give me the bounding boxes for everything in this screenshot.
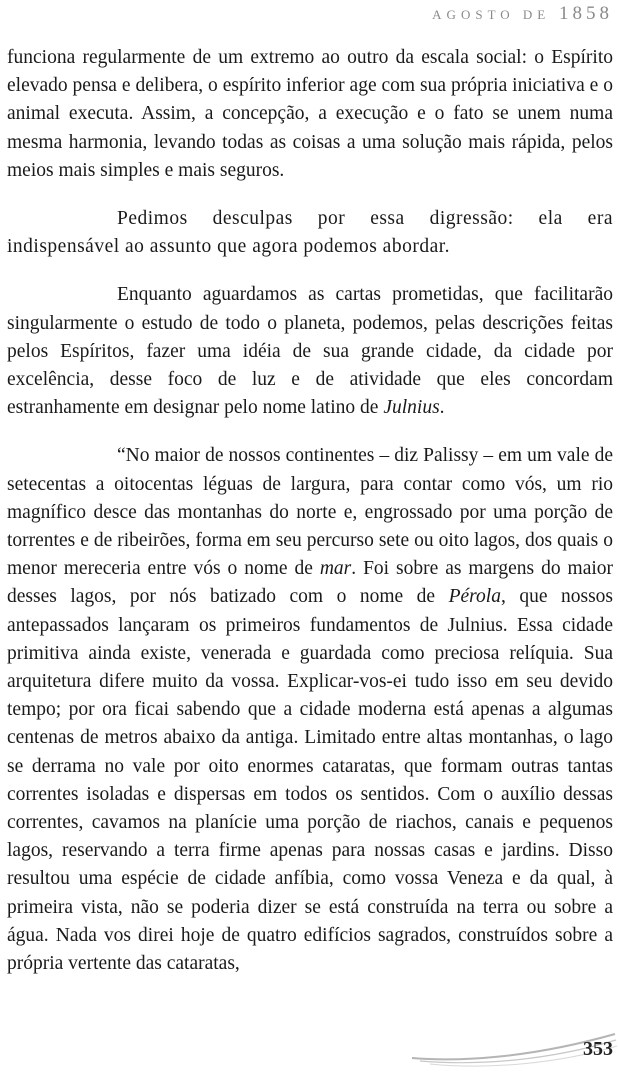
page-footer [410,1028,619,1073]
running-header [432,3,613,25]
paragraph-4-text-a: “No maior de nossos continentes – diz Palissy – em um vale de setecentas a oitocentas léguas de largura, para contar como vós, um rio magnífico desce das montanhas do norte e, engrossado por uma porção de torrentes e de ribeirões, forma em seu percurso sete ou oito lagos, dos quais o menor mereceria entre vós o nome de [7,445,613,580]
header-year: 1858 [559,3,613,24]
paragraph-4 [7,442,613,978]
paragraph-2 [7,205,613,261]
header-month: AGOSTO DE [432,7,551,22]
paragraph-4-text-b: . Foi sobre as margens do maior desses lagos, por nós batizado com o nome de [7,558,614,608]
body-text [7,44,613,998]
paragraph-2-text: Pedimos desculpas por essa digressão: ela era indispensável ao assunto que agora podemos abordar. [7,208,613,258]
paragraph-4-text-c: , que nossos antepassados lançaram os primeiros fundamentos de Julnius. Essa cidade primitiva ainda existe, venerada e guardada como preciosa relíquia. Sua arquitetura difere muito da vossa. Explicar-vos-ei tudo isso em seu devido tempo; por ora ficai sabendo que a cidade moderna está apenas a algumas centenas de metros abaixo da antiga. Limitado entre altas montanhas, o lago se derrama no vale por oito enormes cataratas, que formam outras tantas correntes isoladas e dispersas em todos os sentidos. Com o auxílio dessas correntes, cavamos na planície uma porção de riachos, canais e pequenos lagos, reservando a terra firme apenas para nossas casas e jardins. Disso resultou uma espécie de cidade anfíbia, como vossa Veneza e da qual, à primeira vista, não se poderia dizer se está construída na terra ou sobre a água. Nada vos direi hoje de quatro edifícios sagrados, construídos sobre a própria vertente das cataratas, [7,586,614,975]
paragraph-4-italic-mar: mar [319,558,352,580]
paragraph-3-text: Enquanto aguardamos as cartas prometidas, que facilitarão singularmente o estudo de todo o planeta, podemos, pelas descrições feitas pelos Espíritos, fazer uma idéia de sua grande cidade, da cidade por excelência, desse foco de luz e de atividade que eles concordam estranhamente em designar pelo nome latino de [7,284,613,419]
paragraph-3-period: . [439,397,445,419]
paragraph-3-italic-julnius: Julnius [383,397,440,419]
paragraph-3 [7,281,613,422]
paragraph-4-italic-perola: Pérola [448,586,501,608]
paragraph-1-text: funciona regularmente de um extremo ao outro da escala social: o Espírito elevado pensa e delibera, o espírito inferior age com sua própria iniciativa e o animal executa. Assim, a concepção, a execução e o fato se unem numa mesma harmonia, levando todas as coisas a uma solução mais rápida, pelos meios mais simples e mais seguros. [7,47,613,181]
paragraph-1 [7,44,613,185]
page-number: 353 [583,1038,613,1060]
